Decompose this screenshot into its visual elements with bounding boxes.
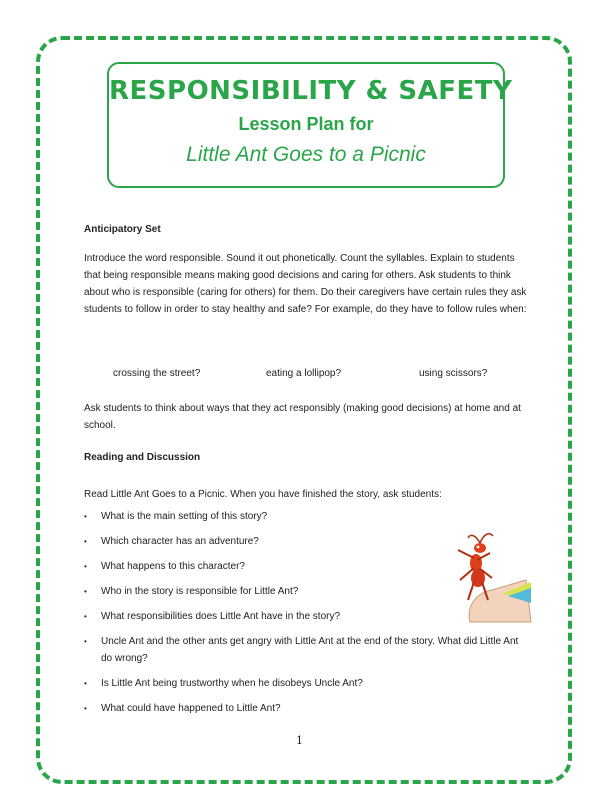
title-box: [107, 62, 513, 188]
list-item: • Which character has an adventure?: [84, 533, 484, 550]
example-item: using scissors?: [419, 368, 488, 379]
book-title: Little Ant Goes to a Picnic: [186, 143, 426, 166]
ant-on-hand-illustration: [430, 530, 535, 625]
list-item: • What happens to this character?: [84, 558, 484, 575]
ant-icon: [458, 534, 493, 600]
list-item: • Who in the story is responsible for Little Ant?: [84, 583, 484, 600]
page-title: RESPONSIBILITY & SAFETY: [109, 76, 513, 106]
reading-discussion-heading: Reading and Discussion: [84, 452, 201, 463]
example-item: crossing the street?: [113, 368, 201, 379]
example-item: eating a lollipop?: [266, 368, 342, 379]
list-item: • What responsibilities does Little Ant have in the story?: [84, 608, 484, 625]
list-item: • What could have happened to Little Ant?: [84, 700, 484, 717]
discussion-questions: [84, 508, 519, 717]
reading-discussion-intro: Read Little Ant Goes to a Picnic. When you have finished the story, ask students:: [84, 489, 442, 500]
anticipatory-set-intro: Introduce the word responsible. Sound it out phonetically. Count the syllables. Explain to students that being responsible means making good decisions and caring for others. Ask students to think about who is responsible (caring for others) for them. Do their caregivers have certain rules they ask students to follow in order to stay healthy and safe? For example, do they have to follow rules when:: [84, 253, 527, 315]
list-item: • What is the main setting of this story?: [84, 508, 484, 525]
anticipatory-set-followup: Ask students to think about ways that they act responsibly (making good decisions) at home and at school.: [84, 403, 521, 431]
list-item: • Uncle Ant and the other ants get angry with Little Ant at the end of the story. What did Little Ant do wrong?: [84, 633, 531, 667]
anticipatory-set-heading: Anticipatory Set: [84, 224, 161, 235]
page-number: 1: [296, 734, 303, 747]
subtitle: Lesson Plan for: [238, 114, 374, 134]
list-item: • Is Little Ant being trustworthy when he disobeys Uncle Ant?: [84, 675, 484, 692]
